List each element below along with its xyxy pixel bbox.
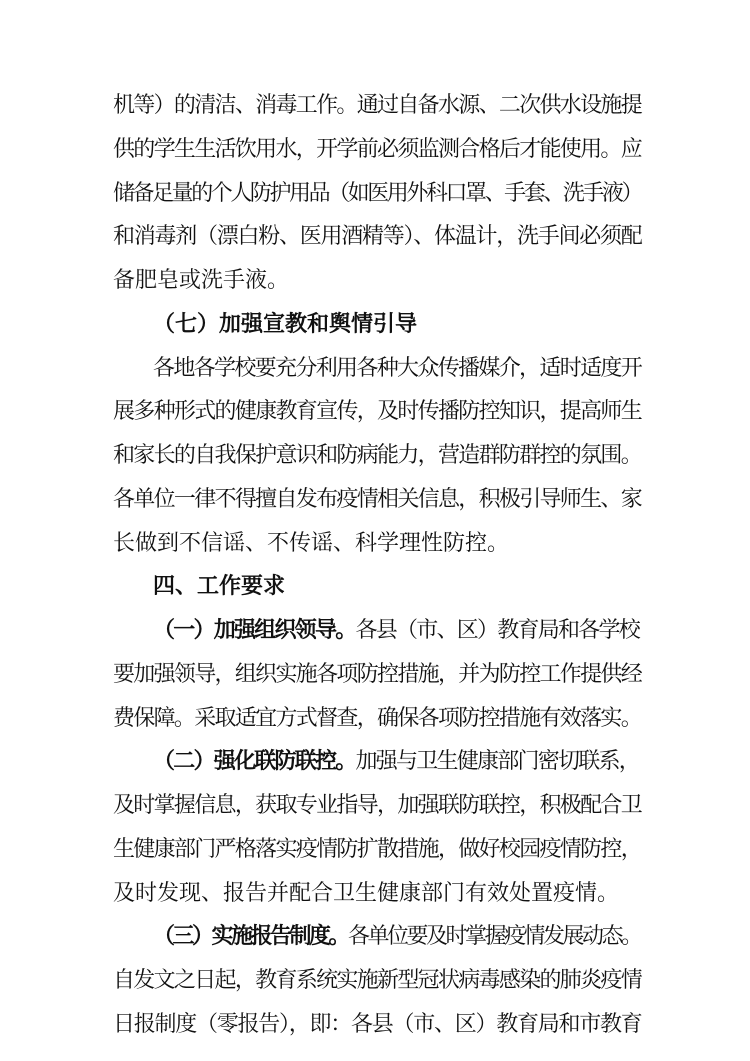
item-line [153,747,641,777]
body-text-line: 及时掌握信息，获取专业指导，加强联防联控，积极配合卫 [113,793,641,818]
body-text-line: 供的学生生活饮用水，开学前必须监测合格后才能使用。应 [113,137,641,162]
body-text-line: 和家长的自我保护意识和防病能力，营造群防群控的氛围。 [113,443,641,468]
body-text-line: 和消毒剂（漂白粉、医用酒精等）、体温计，洗手间必须配 [113,224,642,249]
body-text-line: 储备足量的个人防护用品（如医用外科口罩、手套、洗手液） [113,181,641,206]
body-text-line: 各单位一律不得擅自发布疫情相关信息，积极引导师生、家 [113,487,641,512]
item-text: 各单位要及时掌握疫情发展动态。 [348,924,641,949]
body-text-line: 日报制度（零报告），即：各县（市、区）教育局和市教育 [113,1012,642,1037]
item-title: （一）加强组织领导。 [153,618,356,643]
body-text-line: 机等）的清洁、消毒工作。通过自备水源、二次供水设施提 [113,93,641,118]
body-text-line: 费保障。采取适宜方式督查，确保各项防控措施有效落实。 [113,706,641,731]
section-heading: 四、工作要求 [153,574,286,599]
item-title: （三）实施报告制度。 [153,924,349,949]
body-text-line: 备肥皂或洗手液。 [113,268,290,293]
body-text-line: 要加强领导，组织实施各项防控措施，并为防控工作提供经 [113,662,641,687]
item-line [153,616,641,646]
body-text-line: 自发文之日起，教育系统实施新型冠状病毒感染的肺炎疫情 [113,968,641,993]
body-text-line: 及时发现、报告并配合卫生健康部门有效处置疫情。 [113,881,620,906]
item-text: 加强与卫生健康部门密切联系， [355,749,640,774]
body-text-line: 生健康部门严格落实疫情防扩散措施，做好校园疫情防控， [113,837,641,862]
item-line [153,922,641,952]
item-text: 各县（市、区）教育局和各学校 [355,618,640,643]
item-title: （二）强化联防联控。 [153,749,356,774]
body-text-line: 展多种形式的健康教育宣传，及时传播防控知识，提高师生 [113,399,641,424]
body-text-line: 各地各学校要充分利用各种大众传播媒介，适时适度开 [153,356,641,381]
body-text-line: 长做到不信谣、不传谣、科学理性防控。 [113,531,510,556]
section-heading: （七）加强宣教和舆情引导 [153,312,418,337]
